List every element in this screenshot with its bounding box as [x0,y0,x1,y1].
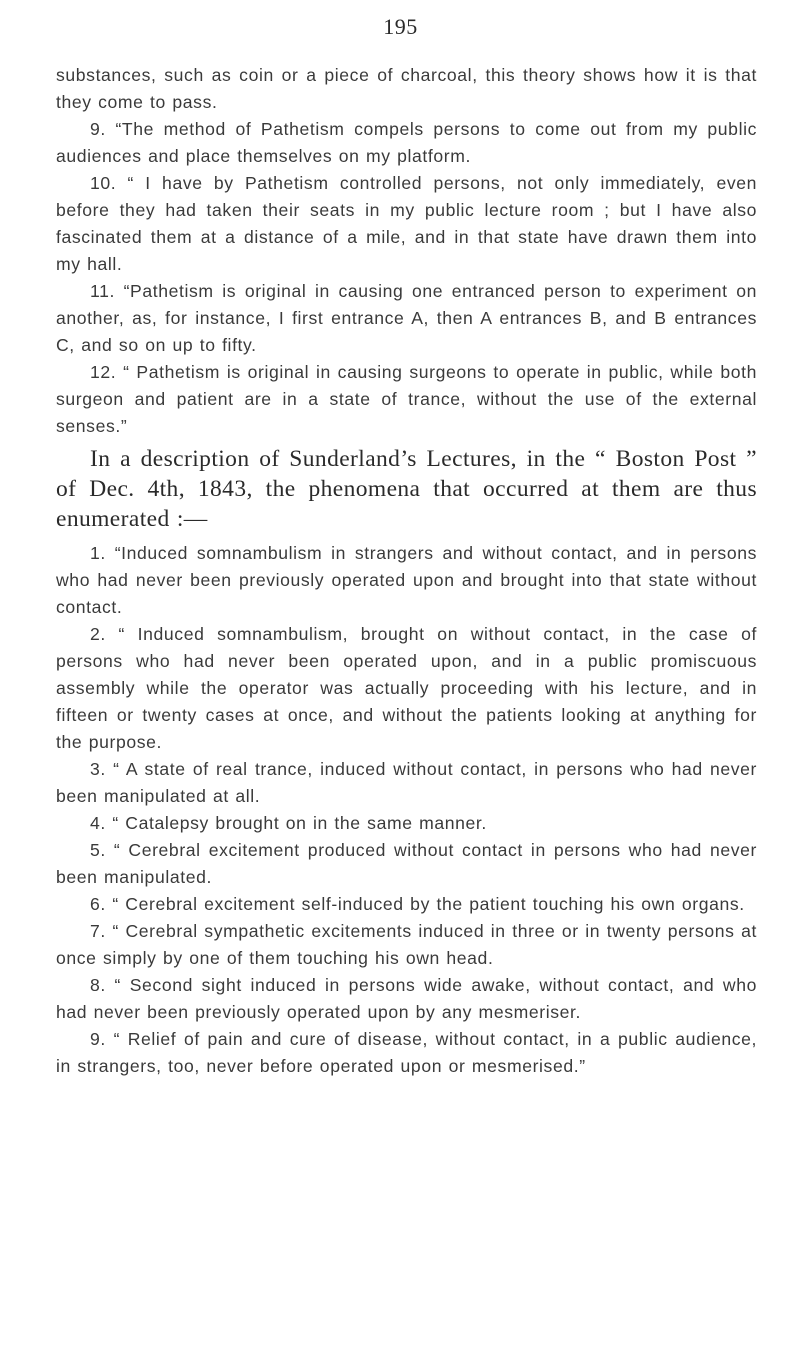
list-item-3: 3. “ A state of real trance, induced without contact, in persons who had never been manipulated at all. [56,759,757,806]
list-item-1: 1. “Induced somnambulism in strangers and without contact, and in persons who had never been previously operated upon and brought into that state without contact. [56,543,757,617]
page-body [56,62,757,1080]
list-item-2: 2. “ Induced somnambulism, brought on without contact, in the case of persons who had never been operated upon, and in a public promiscuous assembly while the operator was actually proceeding with his lecture, and in fifteen or twenty cases at once, and without the patients looking at anything for the purpose. [56,624,757,752]
list-item-9: 9. “ Relief of pain and cure of disease, without contact, in a public audience, in strangers, too, never before operated upon or mesmerised.” [56,1029,757,1076]
paragraph-item-12: 12. “ Pathetism is original in causing surgeons to operate in public, while both surgeon and patient are in a state of trance, without the use of the external senses.” [56,362,757,436]
paragraph-item-10: 10. “ I have by Pathetism controlled persons, not only immediately, even before they had taken their seats in my public lecture room ; but I have also fascinated them at a distance of a mile, and in that state have drawn them into my hall. [56,173,757,274]
paragraph-item-11: 11. “Pathetism is original in causing one entranced person to experiment on another, as, for instance, I first entrance A, then A entrances B, and B entrances C, and so on up to fifty. [56,281,757,355]
section-heading: In a description of Sunderland’s Lectures, in the “ Boston Post ” of Dec. 4th, 1843, the phenomena that occurred at them are thus enumerated :— [56,446,757,532]
list-item-6: 6. “ Cerebral excitement self-induced by the patient touching his own organs. [90,894,745,914]
paragraph-item-9: 9. “The method of Pathetism compels persons to come out from my public audiences and place themselves on my platform. [56,119,757,166]
paragraph-continuation: substances, such as coin or a piece of charcoal, this theory shows how it is that they come to pass. [56,65,757,112]
list-item-4: 4. “ Catalepsy brought on in the same manner. [90,813,487,833]
page-number: 195 [383,14,418,39]
list-item-5: 5. “ Cerebral excitement produced without contact in persons who had never been manipulated. [56,840,757,887]
list-item-8: 8. “ Second sight induced in persons wide awake, without contact, and who had never been previously operated upon by any mesmeriser. [56,975,757,1022]
list-item-7: 7. “ Cerebral sympathetic excitements induced in three or in twenty persons at once simply by one of them touching his own head. [56,921,757,968]
